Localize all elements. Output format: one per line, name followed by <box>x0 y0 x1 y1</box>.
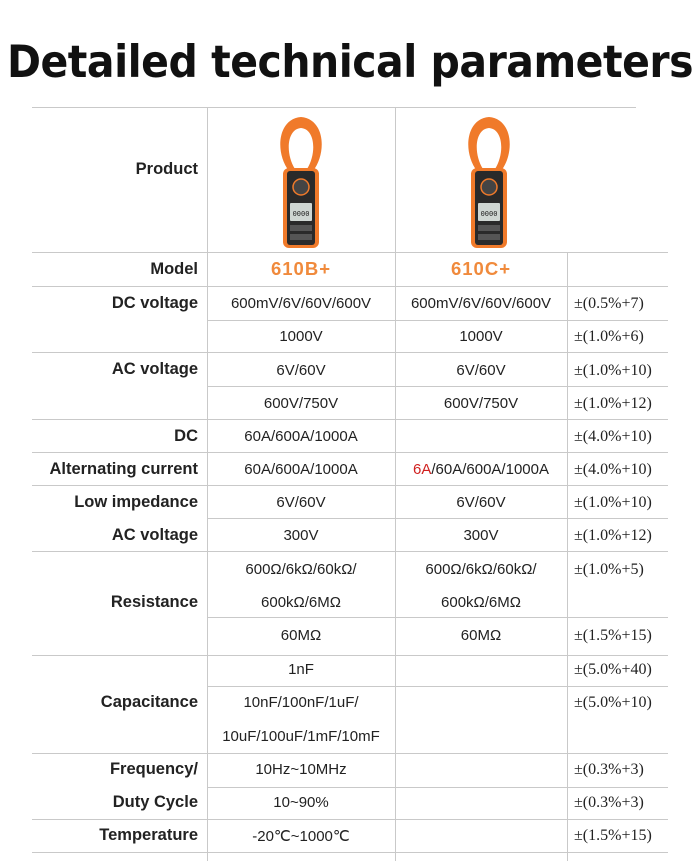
clamp-meter-610b-image <box>271 113 331 253</box>
model-label: Model <box>150 260 198 278</box>
dc-voltage-610b-range-1: 600mV/6V/60V/600V <box>230 295 372 312</box>
temperature-accuracy: ±(1.5%+15) <box>574 827 652 844</box>
capacitance-610b-range-1: 1nF <box>288 661 314 678</box>
model-610b: 610B+ <box>270 258 332 279</box>
low-imp-610c-range-2: 300V <box>463 527 499 544</box>
capacitance-accuracy-1: ±(5.0%+40) <box>574 661 652 678</box>
row-label-resistance: Resistance <box>110 593 198 611</box>
dc-voltage-610c-range-1: 600mV/6V/60V/600V <box>410 295 552 312</box>
dc-voltage-accuracy-2: ±(1.0%+6) <box>574 328 644 345</box>
row-label-temperature: Temperature <box>99 826 198 844</box>
row-label-ac-voltage: AC voltage <box>111 360 198 378</box>
resistance-accuracy-1: ±(1.0%+5) <box>574 561 644 578</box>
ac-current-610b-range: 60A/600A/1000A <box>244 461 358 478</box>
row-label-low-impedance: Low impedance <box>74 493 198 511</box>
resistance-610c-range-1b: 600kΩ/6MΩ <box>441 594 521 611</box>
model-610c: 610C+ <box>450 258 512 279</box>
duty-cycle-610b-range: 10~90% <box>273 794 329 811</box>
ac-current-accuracy: ±(4.0%+10) <box>574 461 652 478</box>
ac-current-610c-range <box>395 461 567 478</box>
resistance-610b-range-1b: 600kΩ/6MΩ <box>261 594 341 611</box>
resistance-610b-range-2: 60MΩ <box>280 627 322 644</box>
row-label-duty-cycle: Duty Cycle <box>112 793 198 811</box>
ac-voltage-610c-range-2: 600V/750V <box>443 395 519 412</box>
dc-voltage-accuracy-1: ±(0.5%+7) <box>574 295 644 312</box>
ac-voltage-accuracy-2: ±(1.0%+12) <box>574 395 652 412</box>
low-imp-610b-range-2: 300V <box>283 527 319 544</box>
resistance-accuracy-2: ±(1.5%+15) <box>574 627 652 644</box>
svg-text:0000: 0000 <box>480 210 498 218</box>
product-label: Product <box>135 160 198 178</box>
resistance-610c-range-2: 60MΩ <box>460 627 502 644</box>
capacitance-610b-range-2a: 10nF/100nF/1uF/ <box>243 694 359 711</box>
resistance-610b-range-1a: 600Ω/6kΩ/60kΩ/ <box>245 561 357 578</box>
dc-voltage-610b-range-2: 1000V <box>279 328 323 345</box>
temperature-610b-range: -20℃~1000℃ <box>252 828 350 845</box>
ac-current-610c-highlight: 6A <box>413 461 432 478</box>
ac-current-610c-rest: /60A/600A/1000A <box>431 461 549 478</box>
ac-voltage-610b-range-2: 600V/750V <box>263 395 339 412</box>
dc-current-accuracy: ±(4.0%+10) <box>574 428 652 445</box>
row-label-dc-voltage: DC voltage <box>111 294 198 312</box>
ac-voltage-610c-range-1: 6V/60V <box>456 362 506 379</box>
capacitance-610b-range-2b: 10uF/100uF/1mF/10mF <box>222 728 380 745</box>
low-imp-accuracy-1: ±(1.0%+10) <box>574 494 652 511</box>
low-imp-accuracy-2: ±(1.0%+12) <box>574 527 652 544</box>
row-label-frequency: Frequency/ <box>109 760 198 778</box>
duty-cycle-accuracy: ±(0.3%+3) <box>574 794 644 811</box>
resistance-610c-range-1a: 600Ω/6kΩ/60kΩ/ <box>425 561 537 578</box>
page-title: Detailed technical parameters <box>6 36 694 88</box>
frequency-accuracy: ±(0.3%+3) <box>574 761 644 778</box>
ac-voltage-610b-range-1: 6V/60V <box>276 362 326 379</box>
row-label-alternating-current: Alternating current <box>49 460 198 478</box>
low-imp-610c-range-1: 6V/60V <box>456 494 506 511</box>
clamp-meter-610c-image <box>459 113 519 253</box>
frequency-610b-range: 10Hz~10MHz <box>255 761 347 778</box>
ac-voltage-accuracy-1: ±(1.0%+10) <box>574 362 652 379</box>
capacitance-accuracy-2: ±(5.0%+10) <box>574 694 652 711</box>
svg-text:0000: 0000 <box>292 210 310 218</box>
low-imp-610b-range-1: 6V/60V <box>276 494 326 511</box>
dc-current-610b-range: 60A/600A/1000A <box>244 428 358 445</box>
row-label-low-impedance-ac: AC voltage <box>111 526 198 544</box>
dc-voltage-610c-range-2: 1000V <box>459 328 503 345</box>
row-label-capacitance: Capacitance <box>100 693 198 711</box>
row-label-dc-current: DC <box>174 427 198 445</box>
